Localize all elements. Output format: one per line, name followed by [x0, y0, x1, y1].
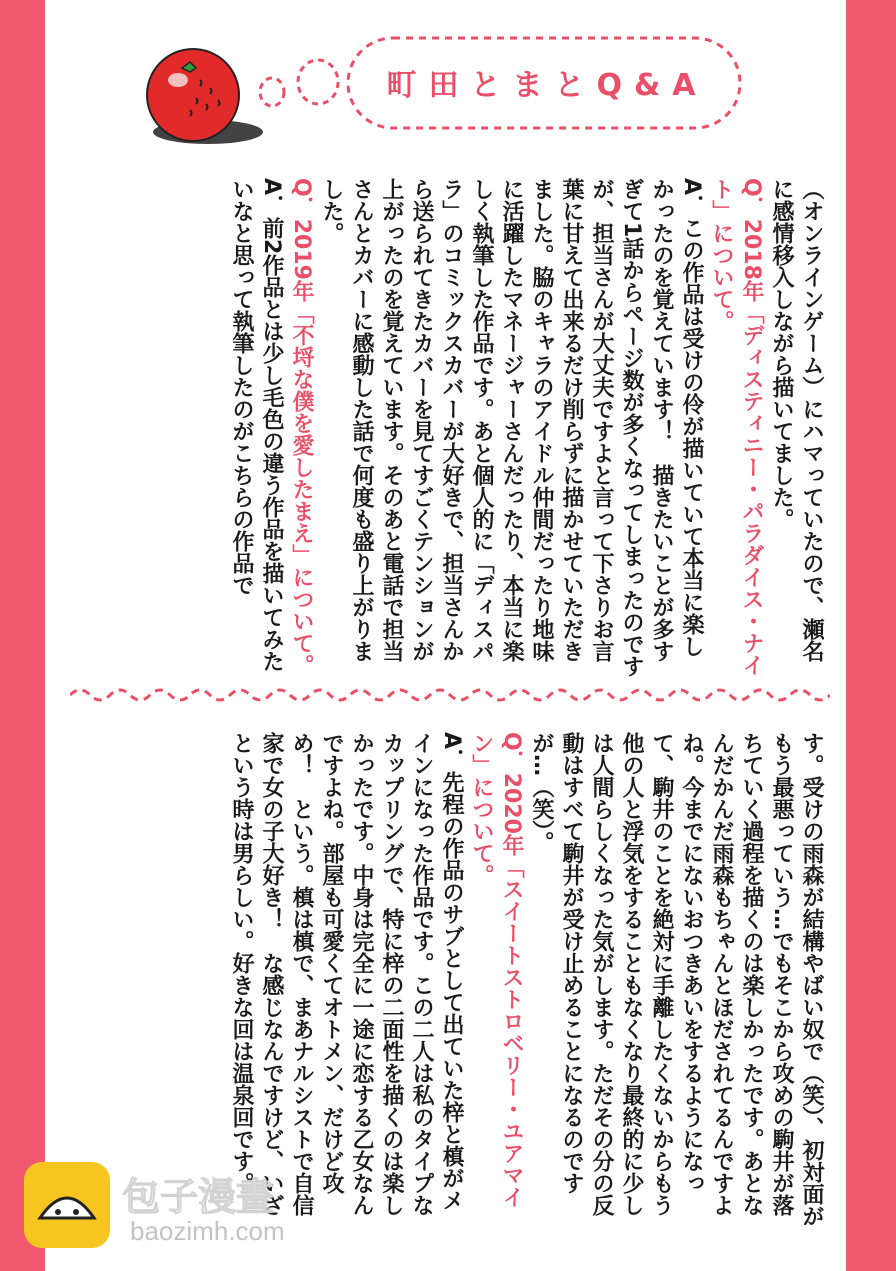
paragraph: （オンラインゲーム）にハマっていたので、瀬名に感情移入しながら描いてました。: [769, 178, 824, 662]
top-text-block: [91, 178, 826, 678]
answer-paragraph: A．この作品は受けの伶が描いていて本当に楽しかったのを覚えています！ 描きたいことが多すぎて1話からページ数が多くなってしまったのですが、担当さんが大丈夫ですよと言って下さりお言葉に甘えて出来るだけ削らずに描かせていただきました。脇のキャラのアイドル仲間だったり地味に活躍したマネージャーさんだったり、本当に楽しく執筆した作品です。あと個人的に「ディスパラ」のコミックスカバーが大好きで、担当さんから送られてきたカバーを見てすごくテンションが上がったのを覚えています。そのあと電話で担当さんとカバーに感動した話で何度も盛り上がりました。: [319, 178, 704, 678]
left-pink-band: [0, 0, 45, 1271]
paragraph: す。受けの雨森が結構やばい奴で（笑）、初対面がもう最悪っていう…でもそこから攻めの駒井が落ちていく過程を描くのは楽しかったです。あとなんだかんだ雨森もちゃんとほだされてるんですよね。今までにないおつきあいをするようになって、駒井のことを絶対に手離したくないからもう他の人と浮気をすることもなくなり最終的に少しは人間らしくなった気がします。ただその分の反動はすべて駒井が受け止めることになるのですが…（笑）。: [529, 732, 824, 1227]
question-heading: Q．2019年「不埒な僕を愛したまえ」について。: [289, 178, 314, 676]
watermark: [22, 1160, 322, 1260]
question-heading: Q．2018年「ディスティニー・パラダイス・ナイト」について。: [709, 178, 764, 676]
bun-logo-icon: [22, 1160, 112, 1250]
bottom-text-block: [91, 732, 826, 1232]
answer-paragraph: A．先程の作品のサブとして出ていた梓と槙がメインになった作品です。この二人は私のタイプなカップリングで、特に梓の二面性を描くのは楽しかったです。中身は完全に一途に恋する乙女なんですよね。部屋も可愛くてオトメン、だけど攻め！ という。槙は槙で、まあナルシストで自信家で女の子大好き！ な感じなんですけど、いざという時は男らしい。好きな回は温泉回です。: [229, 732, 464, 1216]
header: [130, 30, 750, 140]
watermark-logo-text: 包子漫畫: [122, 1175, 275, 1219]
tomato-icon: [138, 40, 268, 160]
wavy-divider: [70, 680, 830, 710]
answer-paragraph: A．前2作品とは少し毛色の違う作品を描いてみたいなと思って執筆したのがこちらの作品で: [229, 178, 284, 673]
watermark-url: baozimh.com: [130, 1216, 285, 1246]
page-title: 町田とまとQ&A: [386, 68, 708, 103]
question-heading: Q．2020年「スイートストロベリー・ユアマイン」について。: [469, 732, 524, 1208]
right-pink-band: [846, 0, 896, 1271]
